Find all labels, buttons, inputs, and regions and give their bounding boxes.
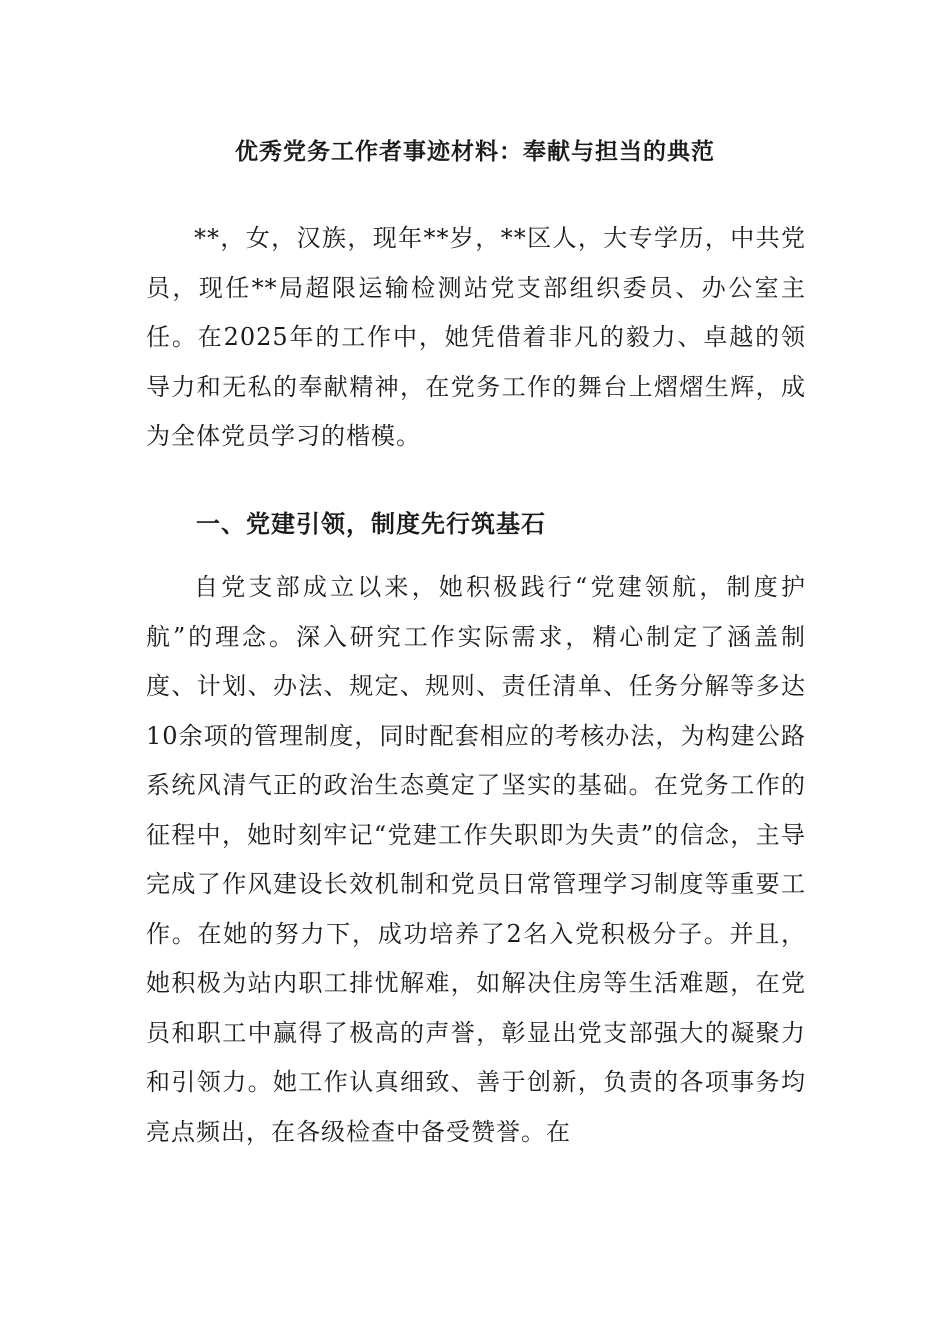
intro-paragraph: **，女，汉族，现年**岁，**区人，大专学历，中共党员，现任**局超限运输检测站党支部组织委员、办公室主任。在2025年的工作中，她凭借着非凡的毅力、卓越的领导力和无私的奉献精神，在党务工作的舞台上熠熠生辉，成为全体党员学习的楷模。	[146, 224, 806, 450]
section-heading: 一、党建引领，制度先行筑基石	[196, 509, 546, 538]
document-title: 优秀党务工作者事迹材料：奉献与担当的典范	[235, 138, 715, 165]
section-paragraph: 自党支部成立以来，她积极践行“党建领航，制度护航”的理念。深入研究工作实际需求，精心制定了涵盖制度、计划、办法、规定、规则、责任清单、任务分解等多达10余项的管理制度，同时配套相应的考核办法，为构建公路系统风清气正的政治生态奠定了坚实的基础。在党务工作的征程中，她时刻牢记“党建工作失职即为失责”的信念，主导完成了作风建设长效机制和党员日常管理学习制度等重要工作。在她的努力下，成功培养了2名入党积极分子。并且，她积极为站内职工排忧解难，如解决住房等生活难题，在党员和职工中赢得了极高的声誉，彰显出党支部强大的凝聚力和引领力。她工作认真细致、善于创新，负责的各项事务均亮点频出，在各级检查中备受赞誉。在	[146, 573, 806, 1146]
